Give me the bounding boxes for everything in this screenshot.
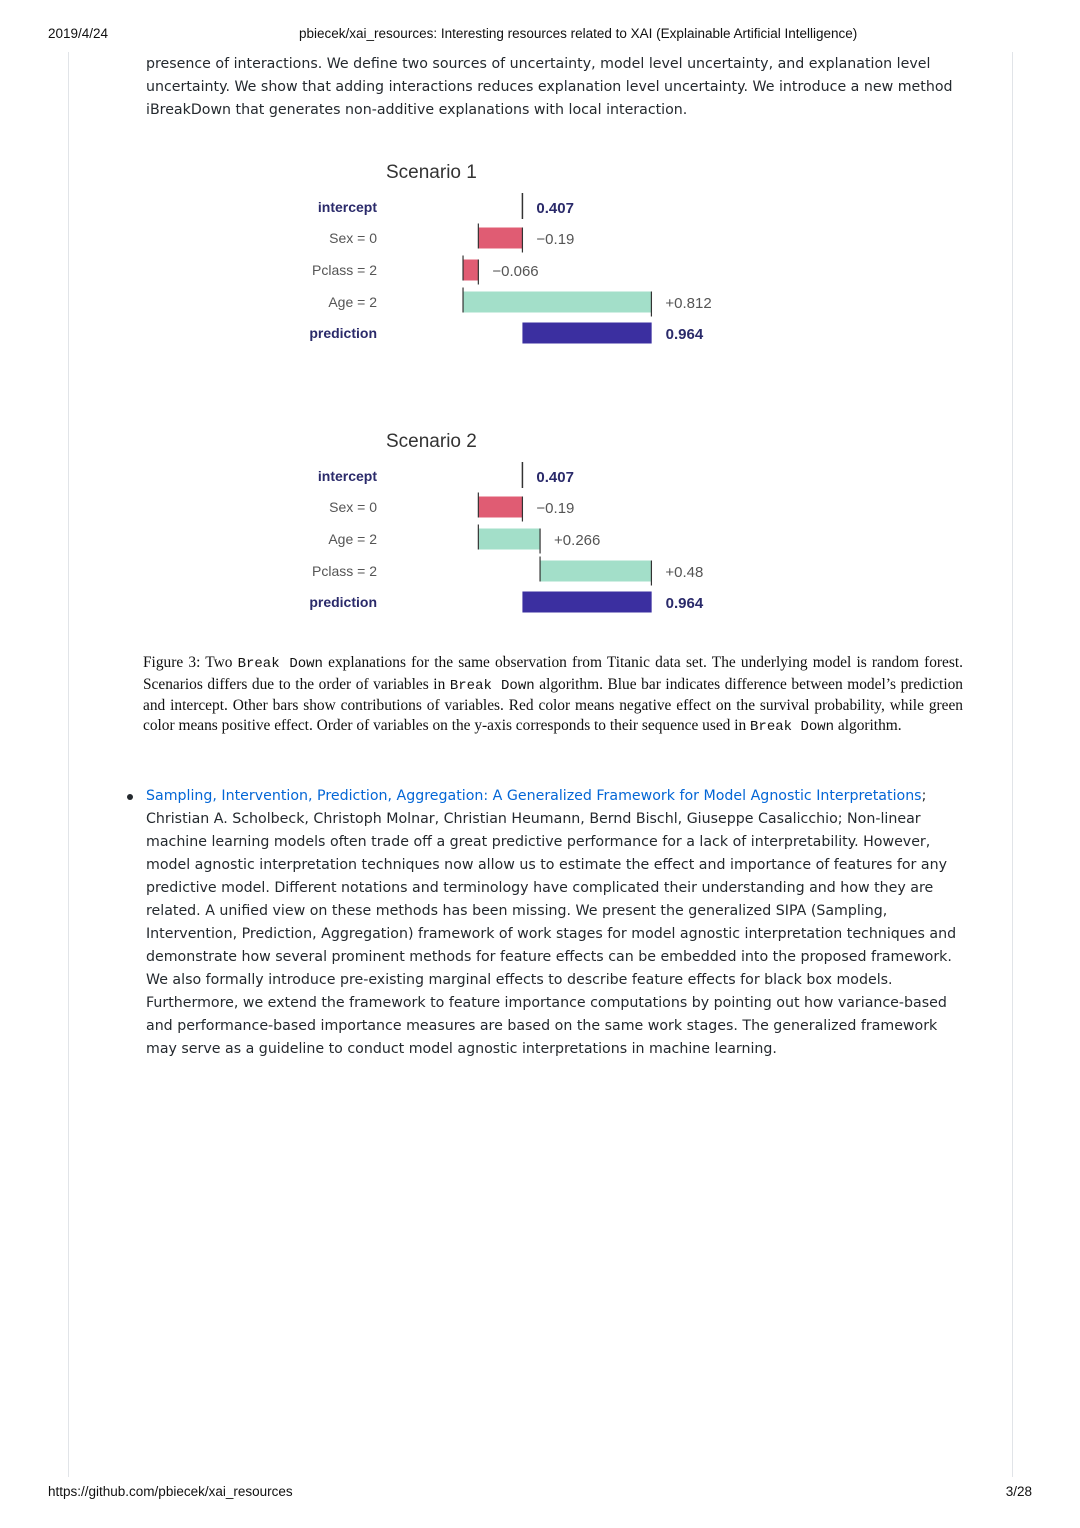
intro-paragraph: presence of interactions. We define two sources of uncertainty, model level uncertainty, and explanation level uncertainty. We show that adding interactions reduces explanation level uncertainty. We introduce a new method iBreakDown that generates non-additive explanations with local interaction. [146, 56, 953, 118]
scenario-2-chart [290, 425, 810, 625]
category-label: Pclass = 2 [312, 262, 377, 278]
figure-caption [143, 653, 963, 737]
print-header [48, 26, 1032, 44]
positive-bar [540, 561, 651, 582]
value-label: −0.19 [536, 500, 575, 517]
chart-title: Scenario 2 [386, 431, 477, 452]
value-label: −0.066 [492, 263, 539, 280]
category-label: Sex = 0 [329, 499, 377, 515]
category-label: Pclass = 2 [312, 563, 377, 579]
print-page-number: 3/28 [1005, 1484, 1032, 1499]
print-footer [48, 1484, 1032, 1502]
value-label: +0.48 [665, 564, 704, 581]
caption-code-3: Break Down [750, 718, 835, 735]
print-date: 2019/4/24 [48, 26, 109, 41]
category-label: Sex = 0 [329, 230, 377, 246]
bullet-icon [127, 794, 133, 800]
content-border-left [68, 52, 69, 1477]
prediction-bar [522, 323, 651, 344]
category-label: Age = 2 [328, 531, 377, 547]
scenario-1-chart-svg [290, 156, 810, 356]
caption-code-1: Break Down [237, 656, 323, 672]
category-label: intercept [317, 199, 377, 215]
negative-bar [478, 228, 522, 249]
caption-part-2: explanations for the same observation from Titanic data set. The underlying model is random forest. Scenarios differs due to the order of variables in [143, 654, 963, 693]
positive-bar [463, 292, 651, 313]
category-label: Age = 2 [328, 294, 377, 310]
caption-part-1: Figure 3: Two [143, 654, 238, 671]
resource-list [146, 785, 964, 1061]
paper-link[interactable]: Sampling, Intervention, Prediction, Aggregation: A Generalized Framework for Model Agnostic Interpretations [146, 788, 922, 804]
value-label: 0.407 [536, 469, 574, 486]
caption-part-4: algorithm. [834, 716, 902, 734]
prediction-bar [522, 592, 651, 613]
print-page-title: pbiecek/xai_resources: Interesting resources related to XAI (Explainable Artificial Intelligence) [299, 26, 858, 41]
category-label: intercept [317, 468, 377, 484]
caption-code-2: Break Down [449, 677, 535, 694]
value-label: −0.19 [536, 231, 575, 248]
negative-bar [463, 260, 478, 281]
value-label: +0.266 [554, 532, 601, 549]
category-label: prediction [309, 325, 377, 341]
caption-part-3: algorithm. Blue bar indicates difference between model’s prediction and intercept. Other bars show contributions of variables. Red color means negative effect on the survival probability, while green color means positive effect. Order of variables on the y-axis corresponds to their sequence used in [143, 675, 963, 734]
negative-bar [478, 497, 522, 518]
value-label: +0.812 [665, 295, 712, 312]
value-label: 0.964 [665, 326, 704, 343]
paper-description: ; Christian A. Scholbeck, Christoph Molnar, Christian Heumann, Bernd Bischl, Giuseppe Casalicchio; Non-linear machine learning models often trade off a great predictive performance for a lack of interpretability. However, model agnostic interpretation techniques now allow us to estimate the effect and importance of features for any predictive model. Different notations and terminology have complicated their understanding and how they are related. A unified view on these methods has been missing. We present the generalized SIPA (Sampling, Intervention, Prediction, Aggregation) framework of work stages for model agnostic interpretation techniques and demonstrate how several prominent methods for feature effects can be embedded into the proposed framework. We also formally introduce pre-existing marginal effects to describe feature effects for black box models. Furthermore, we extend the framework to feature importance computations by pointing out how variance-based and performance-based importance measures are based on the same work stages. The generalized framework may serve as a guideline to conduct model agnostic interpretations in machine learning. [146, 788, 957, 1057]
scenario-2-chart-svg [290, 425, 810, 625]
value-label: 0.407 [536, 200, 574, 217]
print-url: https://github.com/pbiecek/xai_resources [48, 1484, 293, 1499]
chart-title: Scenario 1 [386, 162, 477, 183]
positive-bar [478, 529, 540, 550]
list-item [146, 785, 964, 1061]
content-border-right [1012, 52, 1013, 1477]
scenario-1-chart [290, 156, 810, 356]
category-label: prediction [309, 594, 377, 610]
value-label: 0.964 [665, 595, 704, 612]
